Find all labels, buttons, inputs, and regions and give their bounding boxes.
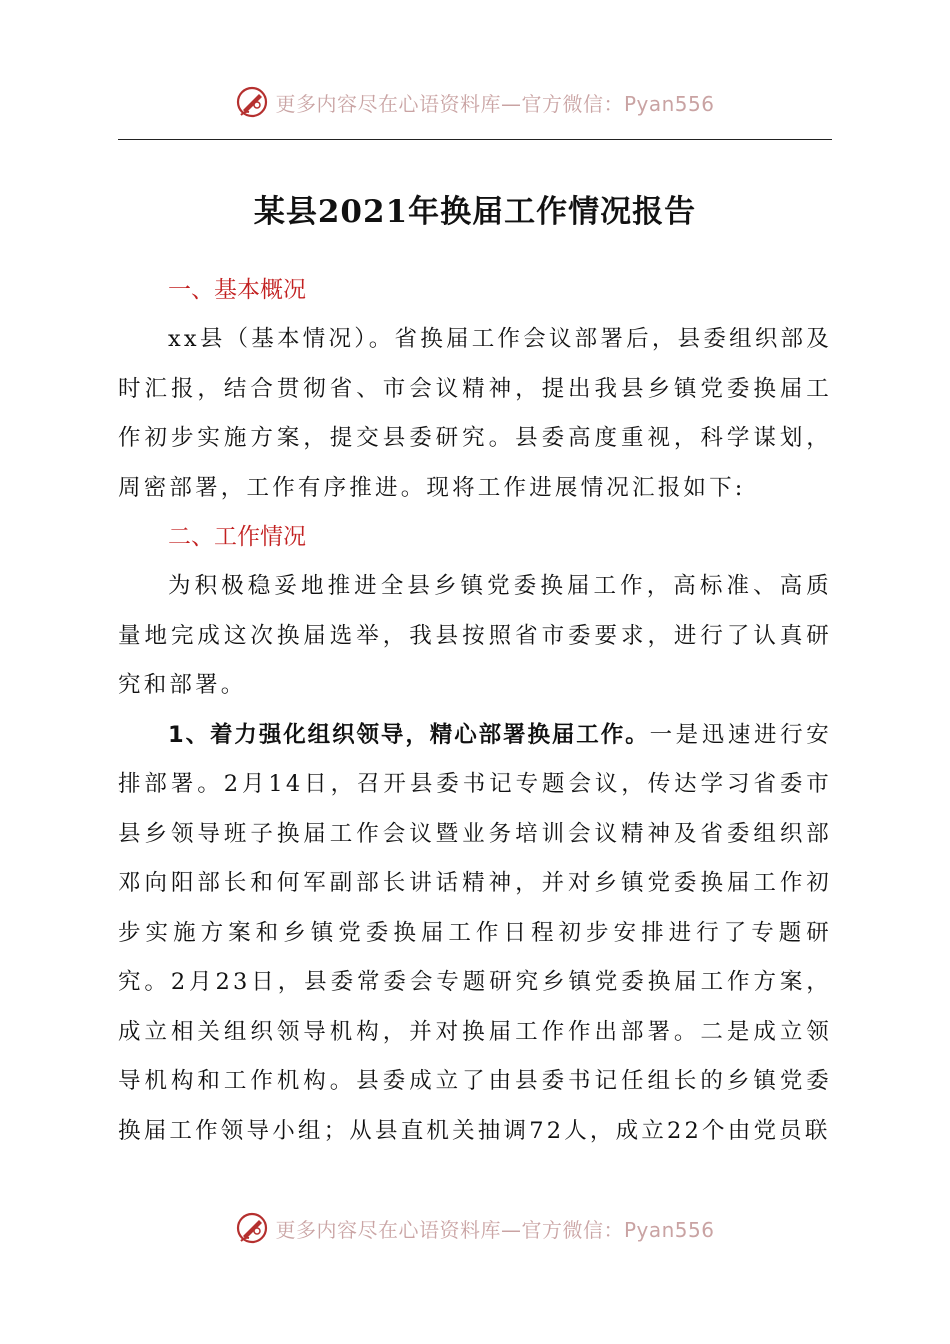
pen-circle-logo-icon — [235, 1211, 269, 1245]
paragraph-overview: xx县（基本情况）。省换届工作会议部署后，县委组织部及时汇报，结合贯彻省、市会议精神，提出我县乡镇党委换届工作初步实施方案，提交县委研究。县委高度重视，科学谋划，周密部署，工作有序推进。现将工作进展情况汇报如下: — [118, 326, 832, 501]
watermark-header — [0, 82, 950, 122]
header-divider — [118, 139, 832, 140]
paragraph-work-intro: 为积极稳妥地推进全县乡镇党委换届工作，高标准、高质量地完成这次换届选举，我县按照省市委要求，进行了认真研究和部署。 — [118, 573, 832, 698]
pen-circle-logo-icon — [235, 85, 269, 119]
section-heading-work: 二、工作情况 — [168, 524, 306, 550]
document-title: 某县2021年换届工作情况报告 — [253, 194, 697, 230]
section-heading-overview: 一、基本概况 — [168, 277, 306, 303]
watermark-text: 更多内容尽在心语资料库—官方微信：Pyan556 — [275, 1217, 715, 1242]
watermark-footer — [0, 1208, 950, 1248]
watermark-text: 更多内容尽在心语资料库—官方微信：Pyan556 — [275, 91, 715, 116]
document-body — [118, 266, 832, 1156]
item-1-body: 一是迅速进行安排部署。2月14日，召开县委书记专题会议，传达学习省委市县乡领导班子换届工作会议暨业务培训会议精神及省委组织部邓向阳部长和何军副部长讲话精神，并对乡镇党委换届工作初步实施方案和乡镇党委换届工作日程初步安排进行了专题研究。2月23日，县委常委会专题研究乡镇党委换届工作方案，成立相关组织领导机构，并对换届工作作出部署。二是成立领导机构和工作机构。县委成立了由县委书记任组长的乡镇党委换届工作领导小组；从县直机关抽调72人，成立22个由党员联 — [118, 721, 832, 1144]
paragraph-item-1 — [118, 711, 832, 1157]
item-1-lead: 1、着力强化组织领导，精心部署换届工作。 — [168, 721, 650, 748]
